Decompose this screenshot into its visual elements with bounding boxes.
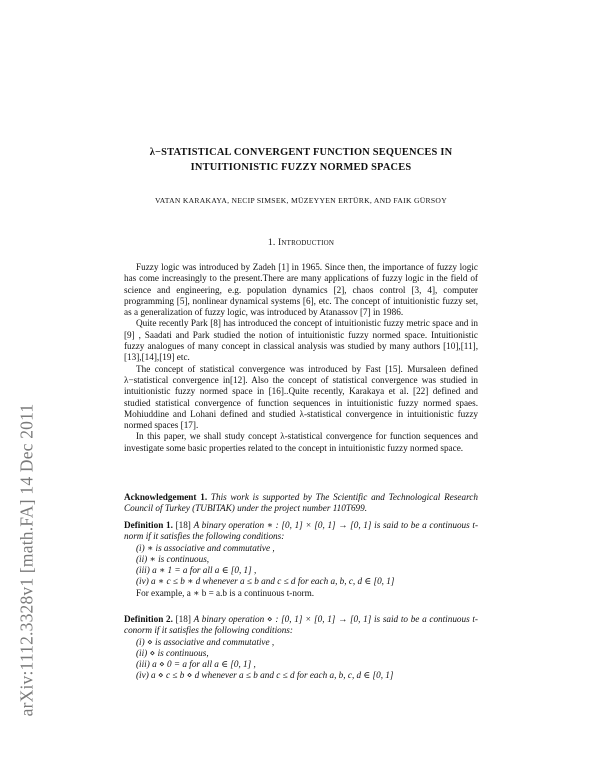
list-item: (iii) a ⋄ 0 = a for all a ∈ [0, 1] , xyxy=(136,659,256,670)
list-item: (iv) a ∗ c ≤ b ∗ d whenever a ≤ b and c ≤ d for each a, b, c, d ∈ [0, 1] xyxy=(136,576,395,587)
list-item: (i) ⋄ is associative and commutative , xyxy=(136,636,275,647)
acknowledgement xyxy=(124,492,478,515)
author-list: VATAN KARAKAYA, NECIP SIMSEK, MÜZEYYEN ERTÜRK, AND FAIK GÜRSOY xyxy=(155,196,447,205)
introduction-body xyxy=(124,262,478,454)
list-item: (iii) a ∗ 1 = a for all a ∈ [0, 1] , xyxy=(136,565,257,576)
paragraph: Fuzzy logic was introduced by Zadeh [1] in 1965. Since then, the importance of fuzzy logic has come increasingly to the present.There are many applications of fuzzy logic in the field of science and engineering, e.g. population dynamics [2], chaos control [3, 4], computer programming [5], nonlinear dynamical systems [6], etc. The concept of intuitionistic fuzzy set, as a generalization of fuzzy logic, was introduced by Atanassov [7] in 1986. xyxy=(124,262,478,318)
paragraph: Quite recently Park [8] has introduced the concept of intuitionistic fuzzy metric space and in [9] , Saadati and Park studied the notion of intuitionistic fuzzy normed space. Intuitionistic fuzzy analogues of many concept in classical analysis was studied by many authors [10],[11],[13],[14],[19] etc. xyxy=(124,318,478,363)
definition-2-conditions xyxy=(124,637,478,682)
definition-2-text: A binary operation ⋄ : [0, 1] × [0, 1] → [0, 1] is said to be a continuous t-conorm if it satisfies the following conditions: xyxy=(124,614,478,636)
definition-1-example: For example, a ∗ b = a.b is a continuous t-norm. xyxy=(136,587,315,598)
paper-title xyxy=(124,146,478,175)
definition-1-ref: [18] xyxy=(175,520,191,530)
definition-2 xyxy=(124,614,478,682)
arxiv-sidebar xyxy=(14,180,40,717)
acknowledgement-text: This work is supported by The Scientific and Technological Research Council of Turkey (TUBITAK) under the project number 110T699. xyxy=(124,492,478,514)
list-item: (ii) ⋄ is continuous, xyxy=(136,647,209,658)
paragraph: In this paper, we shall study concept λ-statistical convergence for function sequences and investigate some basic properties related to the concept in intuitionistic fuzzy normed space. xyxy=(124,431,478,453)
acknowledgement-label: Acknowledgement 1. xyxy=(124,492,208,502)
paragraph: The concept of statistical convergence was introduced by Fast [15]. Mursaleen defined λ−statistical convergence in[12]. Also the concept of statistical convergence was studied in intuitionistic fuzzy normed space in [16]..Quite recently, Karakaya et al. [22] defined and studied statistical convergence of function sequences in intuitionistic fuzzy normed spaes. Mohiuddine and Lohani defined and studied λ-statistical convergence in intuitionistic fuzzy normed spaces [17]. xyxy=(124,363,478,431)
list-item: (ii) ∗ is continuous, xyxy=(136,553,210,564)
definition-1-text: A binary operation ∗ : [0, 1] × [0, 1] → [0, 1] is said to be a continuous t-norm if it satisfies the following conditions: xyxy=(124,520,479,542)
acknowledgement-block xyxy=(124,492,478,515)
definition-1-conditions xyxy=(124,543,478,588)
definition-1 xyxy=(124,520,478,599)
title-line-2: INTUITIONISTIC FUZZY NORMED SPACES xyxy=(190,161,412,173)
definition-2-statement xyxy=(124,614,478,637)
title-line-1: λ−STATISTICAL CONVERGENT FUNCTION SEQUENCES IN xyxy=(149,147,453,158)
definition-2-label: Definition 2. xyxy=(124,614,173,624)
section-heading-introduction: 1. Introduction xyxy=(267,237,335,248)
list-item: (i) ∗ is associative and commutative , xyxy=(136,542,275,553)
definition-1-statement xyxy=(124,520,478,543)
definition-2-ref: [18] xyxy=(175,614,191,624)
arxiv-identifier: arXiv:1112.3328v1 [math.FA] 14 Dec 2011 xyxy=(16,403,37,717)
list-item: (iv) a ⋄ c ≤ b ⋄ d whenever a ≤ b and c ≤ d for each a, b, c, d ∈ [0, 1] xyxy=(136,670,394,681)
definition-1-label: Definition 1. xyxy=(124,520,173,530)
